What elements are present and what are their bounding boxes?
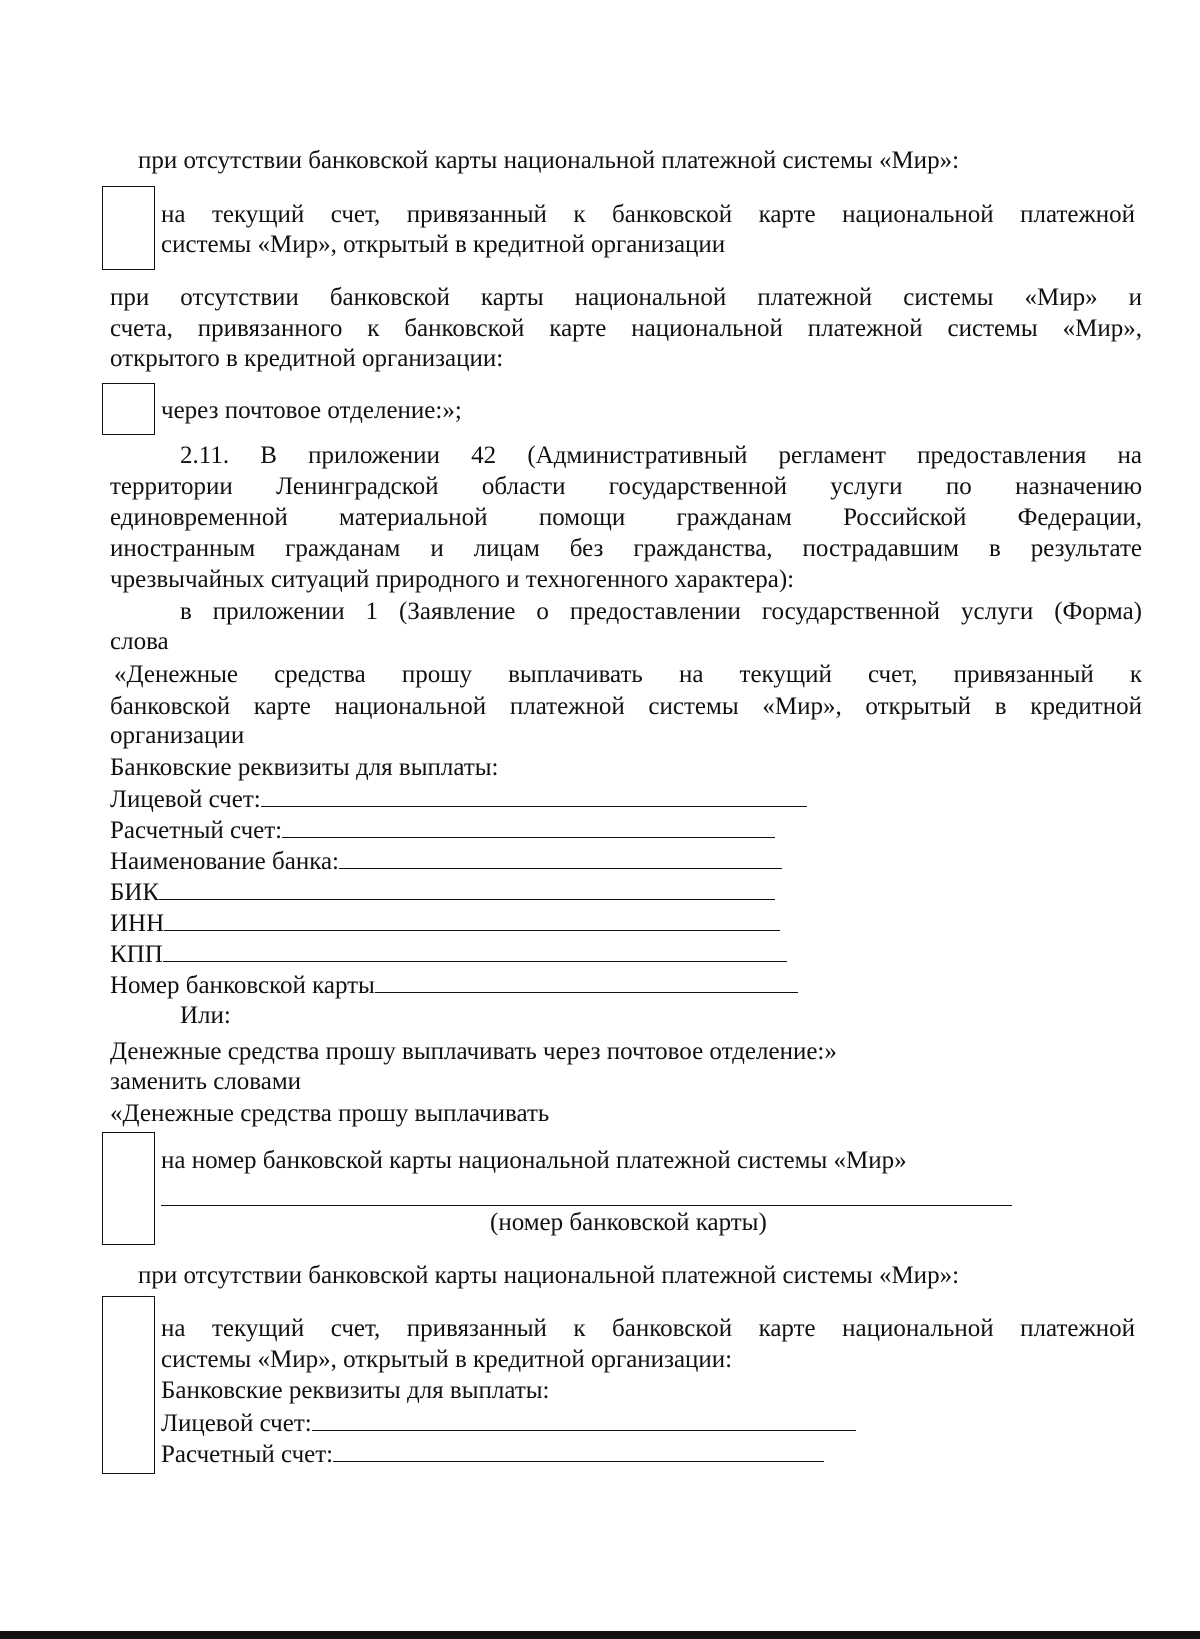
quote-line2: банковской карте национальной платежной системы «Мир», открытый в кредитной bbox=[110, 693, 1142, 720]
or-text: Или: bbox=[180, 1002, 231, 1029]
field-label: Расчетный счет: bbox=[110, 817, 283, 844]
card-number-caption: (номер банковской карты) bbox=[490, 1209, 767, 1236]
field-label: КПП bbox=[110, 941, 163, 968]
field-kpp[interactable] bbox=[110, 939, 787, 970]
fill-line[interactable] bbox=[164, 908, 780, 931]
field-label: БИК bbox=[110, 879, 160, 906]
block3-requisites-heading: Банковские реквизиты для выплаты: bbox=[161, 1377, 550, 1404]
block2-postal-checkbox[interactable] bbox=[102, 383, 155, 435]
block3-option-line2: системы «Мир», открытый в кредитной организации: bbox=[161, 1346, 733, 1373]
card-number-fill-line[interactable] bbox=[161, 1205, 1012, 1206]
field-label: Номер банковской карты bbox=[110, 972, 375, 999]
field-label: Наименование банка: bbox=[110, 848, 340, 875]
fill-line[interactable] bbox=[375, 970, 798, 993]
block2-line2: счета, привязанного к банковской карте национальной платежной системы «Мир», bbox=[110, 315, 1142, 342]
fill-line[interactable] bbox=[339, 846, 782, 869]
field-label: Лицевой счет: bbox=[110, 786, 261, 813]
section-line1: 2.11. В приложении 42 (Административный регламент предоставления на bbox=[180, 442, 1142, 469]
fill-line[interactable] bbox=[312, 1408, 856, 1431]
section-line7: слова bbox=[110, 628, 169, 655]
card-option-label: на номер банковской карты национальной платежной системы «Мир» bbox=[161, 1147, 907, 1174]
block3-option-checkbox[interactable] bbox=[102, 1296, 155, 1474]
requisites-heading: Банковские реквизиты для выплаты: bbox=[110, 754, 499, 781]
scan-bottom-edge bbox=[0, 1631, 1200, 1639]
section-line2: территории Ленинградской области государственной услуги по назначению bbox=[110, 473, 1142, 500]
field-settlement-account[interactable] bbox=[110, 815, 775, 846]
section-line5: чрезвычайных ситуаций природного и техногенного характера): bbox=[110, 566, 795, 593]
field-personal-account[interactable] bbox=[110, 784, 807, 815]
fill-line[interactable] bbox=[261, 784, 807, 807]
block2-line1: при отсутствии банковской карты национальной платежной системы «Мир» и bbox=[110, 284, 1142, 311]
block3-option-line1: на текущий счет, привязанный к банковской карте национальной платежной bbox=[161, 1315, 1135, 1342]
fill-line[interactable] bbox=[282, 815, 775, 838]
block1-heading: при отсутствии банковской карты национальной платежной системы «Мир»: bbox=[138, 147, 960, 174]
new-quote-text: «Денежные средства прошу выплачивать bbox=[110, 1100, 550, 1127]
field-bik[interactable] bbox=[110, 877, 775, 908]
field-label: ИНН bbox=[110, 910, 165, 937]
section-line6: в приложении 1 (Заявление о предоставлении государственной услуги (Форма) bbox=[180, 598, 1142, 625]
replace-text: заменить словами bbox=[110, 1068, 302, 1095]
field-bank-name[interactable] bbox=[110, 846, 782, 877]
block1-option-checkbox[interactable] bbox=[102, 186, 155, 270]
block2-line3: открытого в кредитной организации: bbox=[110, 345, 504, 372]
field-inn[interactable] bbox=[110, 908, 780, 939]
field-card-number[interactable] bbox=[110, 970, 798, 1001]
card-option-checkbox[interactable] bbox=[102, 1132, 155, 1245]
field-label: Лицевой счет: bbox=[161, 1410, 312, 1437]
postal-text: Денежные средства прошу выплачивать через почтовое отделение:» bbox=[110, 1038, 837, 1065]
block3-field-settlement-account[interactable] bbox=[161, 1439, 824, 1470]
block3-heading: при отсутствии банковской карты национальной платежной системы «Мир»: bbox=[138, 1262, 960, 1289]
fill-line[interactable] bbox=[333, 1439, 824, 1462]
section-line3: единовременной материальной помощи гражданам Российской Федерации, bbox=[110, 504, 1142, 531]
block1-option-line2: системы «Мир», открытый в кредитной организации bbox=[161, 231, 726, 258]
block2-postal-option: через почтовое отделение:»; bbox=[161, 397, 462, 424]
block3-field-personal-account[interactable] bbox=[161, 1408, 856, 1439]
quote-line1: «Денежные средства прошу выплачивать на текущий счет, привязанный к bbox=[114, 661, 1142, 688]
field-label: Расчетный счет: bbox=[161, 1441, 334, 1468]
block1-option-line1: на текущий счет, привязанный к банковской карте национальной платежной bbox=[161, 201, 1135, 228]
quote-line3: организации bbox=[110, 722, 245, 749]
fill-line[interactable] bbox=[159, 877, 775, 900]
section-line4: иностранным гражданам и лицам без гражданства, пострадавшим в результате bbox=[110, 535, 1142, 562]
fill-line[interactable] bbox=[163, 939, 787, 962]
